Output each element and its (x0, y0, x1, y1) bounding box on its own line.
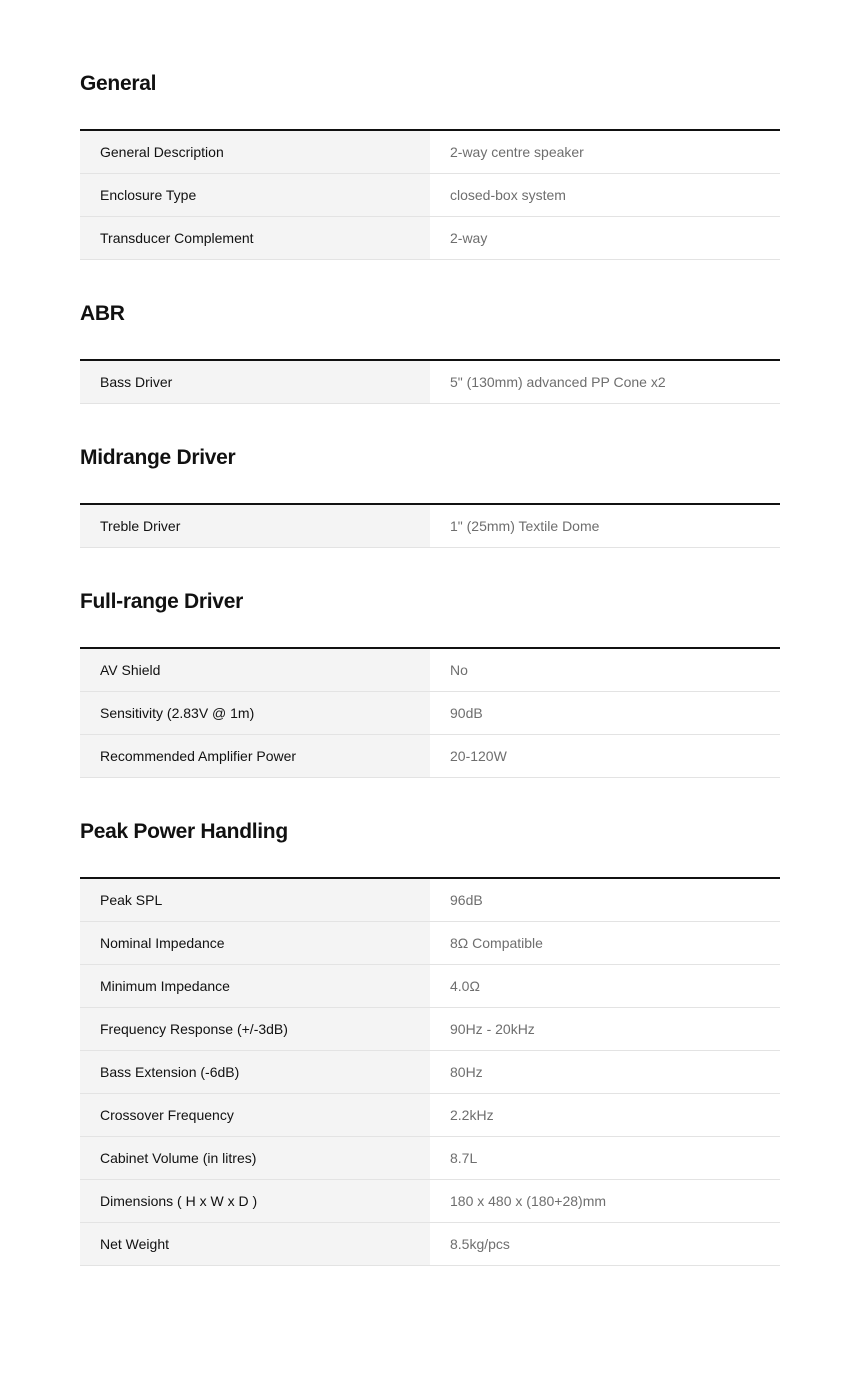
spec-label: Recommended Amplifier Power (80, 735, 430, 777)
spec-value: No (450, 662, 468, 678)
spec-value: 180 x 480 x (180+28)mm (450, 1193, 607, 1209)
spec-table (80, 129, 780, 260)
spec-label: Net Weight (80, 1223, 430, 1265)
spec-row (80, 1137, 780, 1180)
spec-section-midrange-driver (80, 442, 780, 548)
spec-value: 80Hz (450, 1064, 483, 1080)
spec-label: Transducer Complement (80, 217, 430, 259)
section-title: Full-range Driver (80, 590, 243, 613)
spec-table (80, 359, 780, 404)
spec-label: Cabinet Volume (in litres) (80, 1137, 430, 1179)
spec-row (80, 217, 780, 260)
spec-value: closed-box system (450, 187, 566, 203)
spec-value: 20-120W (450, 748, 507, 764)
spec-label: Bass Driver (80, 361, 430, 403)
spec-row (80, 692, 780, 735)
spec-row (80, 735, 780, 778)
spec-label: Bass Extension (-6dB) (80, 1051, 430, 1093)
spec-label: General Description (80, 131, 430, 173)
spec-row (80, 1223, 780, 1266)
section-title: ABR (80, 302, 125, 325)
spec-value: 96dB (450, 892, 483, 908)
section-title: General (80, 72, 157, 95)
spec-section-abr (80, 298, 780, 404)
spec-value: 90dB (450, 705, 483, 721)
spec-page (80, 0, 780, 1266)
spec-label: Peak SPL (80, 879, 430, 921)
spec-label: Dimensions ( H x W x D ) (80, 1180, 430, 1222)
spec-label: Minimum Impedance (80, 965, 430, 1007)
spec-row (80, 174, 780, 217)
spec-value: 8Ω Compatible (450, 935, 543, 951)
spec-value: 1" (25mm) Textile Dome (450, 518, 600, 534)
spec-row (80, 131, 780, 174)
spec-label: AV Shield (80, 649, 430, 691)
spec-value: 8.7L (450, 1150, 478, 1166)
spec-label: Nominal Impedance (80, 922, 430, 964)
spec-table (80, 503, 780, 548)
spec-row (80, 965, 780, 1008)
spec-label: Frequency Response (+/-3dB) (80, 1008, 430, 1050)
spec-value: 2-way centre speaker (450, 144, 584, 160)
spec-value: 2-way (450, 230, 488, 246)
spec-section-peak-power-handling (80, 816, 780, 1266)
spec-table (80, 647, 780, 778)
spec-value: 5" (130mm) advanced PP Cone x2 (450, 374, 666, 390)
spec-label: Crossover Frequency (80, 1094, 430, 1136)
spec-label: Sensitivity (2.83V @ 1m) (80, 692, 430, 734)
spec-label: Treble Driver (80, 505, 430, 547)
spec-row (80, 1008, 780, 1051)
spec-section-full-range-driver (80, 586, 780, 778)
spec-value: 90Hz - 20kHz (450, 1021, 535, 1037)
spec-value: 4.0Ω (450, 978, 480, 994)
spec-row (80, 505, 780, 548)
spec-row (80, 879, 780, 922)
spec-row (80, 922, 780, 965)
section-title: Peak Power Handling (80, 820, 288, 843)
spec-row (80, 361, 780, 404)
spec-label: Enclosure Type (80, 174, 430, 216)
spec-row (80, 1094, 780, 1137)
section-title: Midrange Driver (80, 446, 236, 469)
spec-section-general (80, 68, 780, 260)
spec-value: 2.2kHz (450, 1107, 494, 1123)
spec-value: 8.5kg/pcs (450, 1236, 510, 1252)
spec-row (80, 649, 780, 692)
spec-table (80, 877, 780, 1266)
spec-row (80, 1180, 780, 1223)
spec-row (80, 1051, 780, 1094)
